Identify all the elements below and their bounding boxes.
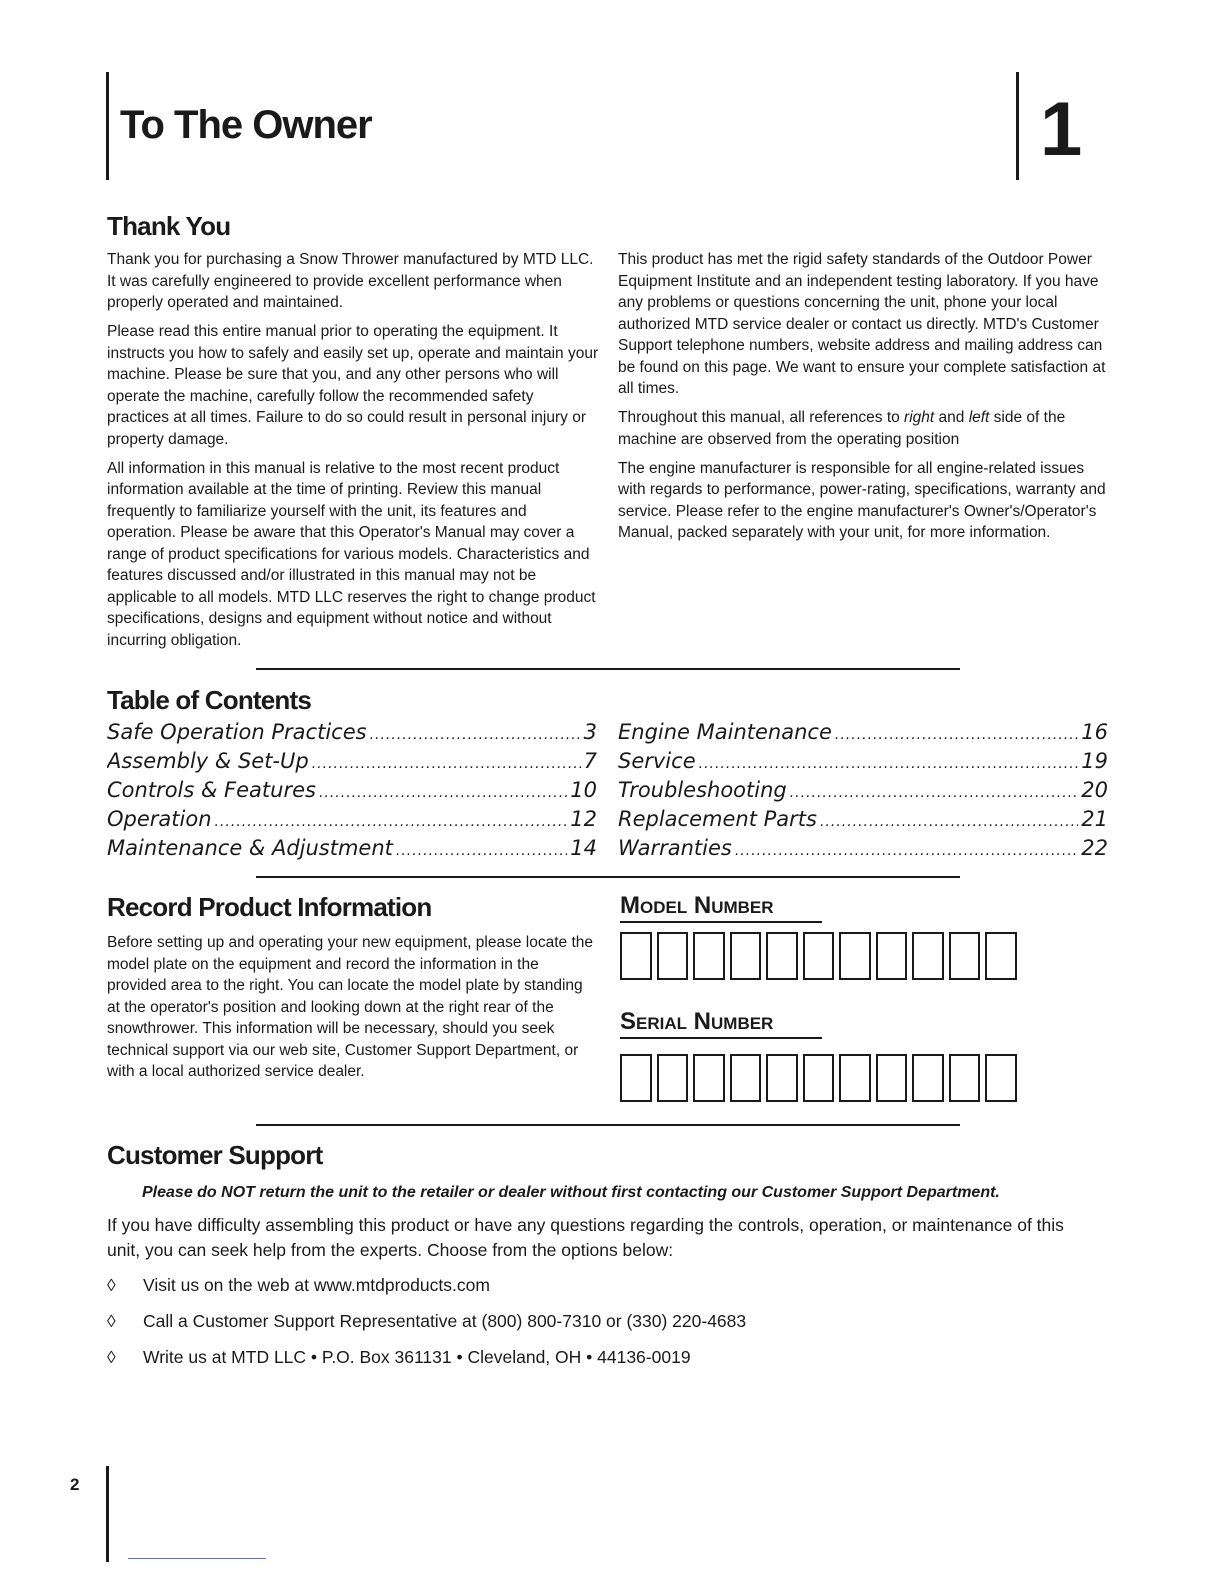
toc-entry-title: Controls & Features [107, 778, 316, 802]
record-product-body [107, 932, 599, 1083]
support-option-text: Visit us on the web at www.mtdproducts.com [143, 1275, 490, 1295]
toc-leader [699, 750, 1079, 776]
serial-number-digit-box[interactable] [803, 1054, 835, 1102]
serial-number-digit-box[interactable] [949, 1054, 981, 1102]
toc-leader [735, 837, 1078, 863]
toc-leader [319, 779, 567, 805]
serial-number-digit-box[interactable] [693, 1054, 725, 1102]
thank-you-heading: Thank You [107, 211, 231, 241]
toc-entry-title: Troubleshooting [618, 778, 787, 802]
toc-entry-title: Maintenance & Adjustment [107, 836, 393, 860]
diamond-bullet-icon: ◊ [107, 1347, 116, 1367]
serial-number-digit-box[interactable] [839, 1054, 871, 1102]
toc-entry-title: Service [618, 749, 696, 773]
page-number-rule [106, 1466, 109, 1562]
serial-number-digit-box[interactable] [876, 1054, 908, 1102]
model-number-digit-box[interactable] [985, 932, 1017, 980]
toc-entry-page: 12 [570, 807, 597, 831]
toc-entry-page: 21 [1081, 807, 1108, 831]
toc-leader [215, 808, 568, 834]
toc-entry[interactable] [618, 718, 1108, 747]
support-option-text: Call a Customer Support Representative at (800) 800-7310 or (330) 220-4683 [143, 1311, 747, 1331]
toc-entry[interactable] [618, 747, 1108, 776]
serial-number-digit-box[interactable] [657, 1054, 689, 1102]
model-number-label: Model Number [620, 893, 822, 923]
toc-entry[interactable] [618, 776, 1108, 805]
toc-entry-page: 19 [1081, 749, 1108, 773]
serial-number-digit-box[interactable] [766, 1054, 798, 1102]
toc-leader [396, 837, 567, 863]
support-option-phone [107, 1309, 746, 1333]
toc-entry-title: Warranties [618, 836, 732, 860]
orientation-text: side of the machine are observed from the operating position [618, 409, 1066, 448]
toc-entry[interactable] [618, 834, 1108, 863]
model-number-digit-box[interactable] [766, 932, 798, 980]
toc-entry-title: Safe Operation Practices [107, 720, 367, 744]
title-rule-left [106, 72, 109, 180]
toc-heading: Table of Contents [107, 685, 312, 715]
thank-you-right-column [618, 249, 1110, 544]
model-number-digit-box[interactable] [912, 932, 944, 980]
thank-you-paragraph: All information in this manual is relative to the most recent product information available at the time of printing. Review this manual frequently to familiarize yourself with the unit, its features and operation. Please be aware that this Operator's Manual may cover a range of product specifications for various models. Characteristics and features discussed and/or illustrated in this manual may not be applicable to all models. MTD LLC reserves the right to change product specifications, designs and equipment without notice and without incurring obligation. [107, 459, 596, 649]
model-number-digit-box[interactable] [657, 932, 689, 980]
model-number-digit-box[interactable] [803, 932, 835, 980]
diamond-bullet-icon: ◊ [107, 1311, 116, 1331]
chapter-number: 1 [1040, 87, 1083, 172]
support-option-web [107, 1273, 490, 1297]
thank-you-paragraph: Thank you for purchasing a Snow Thrower manufactured by MTD LLC. It was carefully engineered to provide excellent performance when properly operated and maintained. [107, 251, 594, 311]
page-title: To The Owner [120, 103, 372, 147]
toc-entry-title: Engine Maintenance [618, 720, 832, 744]
section-divider [256, 1124, 960, 1126]
toc-leader [835, 721, 1078, 747]
toc-leader [820, 808, 1078, 834]
toc-entry-page: 3 [583, 720, 597, 744]
toc-entry-page: 16 [1081, 720, 1108, 744]
toc-entry-title: Operation [107, 807, 212, 831]
thank-you-left-column [107, 249, 599, 651]
model-number-digit-box[interactable] [730, 932, 762, 980]
section-divider [256, 876, 960, 878]
serial-number-label: Serial Number [620, 1009, 822, 1039]
customer-support-heading: Customer Support [107, 1140, 323, 1170]
toc-entry-title: Assembly & Set-Up [107, 749, 309, 773]
engine-manufacturer-paragraph: The engine manufacturer is responsible for all engine-related issues with regards to performance, power-rating, specifications, warranty and service. Please refer to the engine manufacturer's Owner's/Operator's Manual, packed separately with your unit, for more information. [618, 459, 1106, 541]
orientation-paragraph [618, 407, 1110, 450]
serial-number-digit-box[interactable] [985, 1054, 1017, 1102]
footer-link-underline [128, 1558, 266, 1559]
toc-entry-page: 22 [1081, 836, 1108, 860]
toc-entry-page: 20 [1081, 778, 1108, 802]
toc-left-column [107, 718, 597, 863]
toc-entry-page: 10 [570, 778, 597, 802]
toc-entry-page: 7 [583, 749, 597, 773]
toc-right-column [618, 718, 1108, 863]
right-word: right [904, 409, 935, 426]
orientation-text: Throughout this manual, all references to [618, 409, 905, 426]
serial-number-digit-box[interactable] [730, 1054, 762, 1102]
model-number-digit-box[interactable] [839, 932, 871, 980]
model-number-digit-box[interactable] [620, 932, 652, 980]
record-product-paragraph: Before setting up and operating your new equipment, please locate the model plate on the equipment and record the information in the provided area to the right. You can locate the model plate by standing at the operator's position and looking down at the right rear of the snowthrower. This information will be necessary, should you seek technical support via our web site, Customer Support Department, or with a local authorized service dealer. [107, 934, 593, 1080]
toc-leader [790, 779, 1079, 805]
model-number-digit-box[interactable] [949, 932, 981, 980]
toc-entry[interactable] [107, 776, 597, 805]
record-product-heading: Record Product Information [107, 892, 432, 922]
model-number-digit-box[interactable] [693, 932, 725, 980]
support-intro-text: If you have difficulty assembling this product or have any questions regarding the controls, operation, or maintenance of this unit, you can seek help from the experts. Choose from the options below: [107, 1215, 1064, 1260]
toc-entry[interactable] [107, 747, 597, 776]
serial-number-digit-box[interactable] [912, 1054, 944, 1102]
serial-number-boxes [620, 1054, 1017, 1102]
thank-you-paragraph: Please read this entire manual prior to operating the equipment. It instructs you how to safely and easily set up, operate and maintain your machine. Please be sure that you, and any other persons who will operate the machine, carefully follow the recommended safety practices at all times. Failure to do so could result in personal injury or property damage. [107, 323, 599, 448]
model-number-boxes [620, 932, 1017, 980]
diamond-bullet-icon: ◊ [107, 1275, 116, 1295]
toc-entry[interactable] [107, 718, 597, 747]
model-number-digit-box[interactable] [876, 932, 908, 980]
orientation-text: and [934, 409, 969, 426]
left-word: left [968, 409, 990, 426]
section-divider [256, 668, 960, 670]
toc-leader [370, 721, 581, 747]
support-option-mail [107, 1345, 691, 1369]
support-option-text: Write us at MTD LLC • P.O. Box 361131 • Cleveland, OH • 44136-0019 [143, 1347, 691, 1367]
toc-entry-page: 14 [570, 836, 597, 860]
toc-entry[interactable] [618, 805, 1108, 834]
title-rule-right [1016, 72, 1019, 180]
toc-entry[interactable] [107, 805, 597, 834]
toc-entry[interactable] [107, 834, 597, 863]
page-number: 2 [70, 1475, 80, 1494]
return-warning-note: Please do NOT return the unit to the retailer or dealer without first contacting our Customer Support Department. [142, 1184, 1000, 1201]
safety-standards-paragraph: This product has met the rigid safety standards of the Outdoor Power Equipment Institute and an independent testing laboratory. If you have any problems or questions concerning the unit, phone your local authorized MTD service dealer or contact us directly. MTD's Customer Support telephone numbers, website address and mailing address can be found on this page. We want to ensure your complete satisfaction at all times. [618, 251, 1106, 397]
toc-entry-title: Replacement Parts [618, 807, 817, 831]
toc-leader [312, 750, 581, 776]
serial-number-digit-box[interactable] [620, 1054, 652, 1102]
